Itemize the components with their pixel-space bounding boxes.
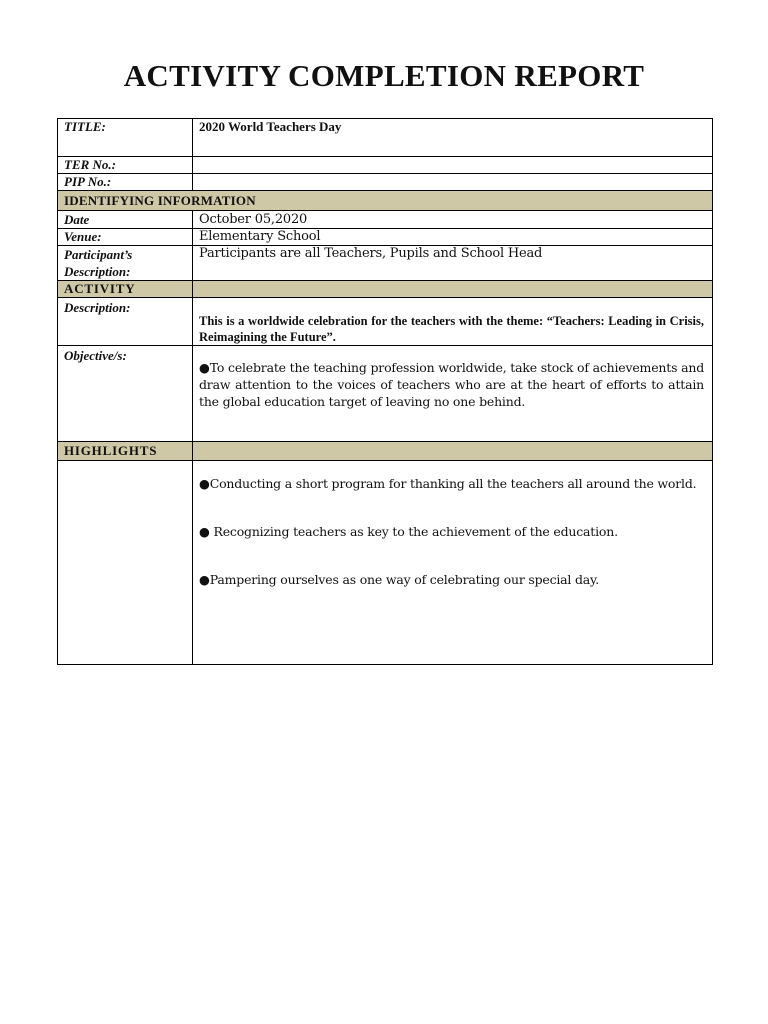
identifying-header-row (58, 191, 713, 211)
venue-value: Elementary School (193, 229, 713, 246)
identifying-header: IDENTIFYING INFORMATION (58, 191, 713, 211)
highlight-item: ●Conducting a short program for thanking all the teachers all around the world. (199, 476, 697, 491)
participants-value: Participants are all Teachers, Pupils and School Head (193, 246, 713, 281)
highlight-item: ● Recognizing teachers as key to the achievement of the education. (199, 524, 618, 539)
objective-row (58, 346, 713, 442)
participants-label-line-2: Description: (64, 264, 131, 279)
description-value: This is a worldwide celebration for the teachers with the theme: “Teachers: Leading in Crisis, Reimagining the Future”. (199, 314, 704, 344)
pip-value (193, 174, 713, 191)
ter-row (58, 157, 713, 174)
description-label: Description: (58, 298, 193, 346)
title-label: TITLE: (58, 119, 193, 157)
ter-value (193, 157, 713, 174)
highlights-row (58, 461, 713, 665)
highlights-cell (193, 461, 713, 665)
date-value: October 05,2020 (193, 211, 713, 229)
objective-value: ●To celebrate the teaching profession worldwide, take stock of achievements and draw attention to the voices of teachers who are at the heart of efforts to attain the global education target of leaving no one behind. (199, 360, 704, 409)
participants-label-line-1: Participant’s (64, 247, 133, 262)
highlight-item: ●Pampering ourselves as one way of celebrating our special day. (199, 572, 600, 587)
activity-header-blank (193, 281, 713, 298)
title-row (58, 119, 713, 157)
ter-label: TER No.: (58, 157, 193, 174)
date-label: Date (58, 211, 193, 229)
highlights-header-blank (193, 442, 713, 461)
objective-cell (193, 346, 713, 442)
pip-label: PIP No.: (58, 174, 193, 191)
report-table (57, 118, 713, 665)
highlights-left-blank (58, 461, 193, 665)
activity-header: ACTIVITY (58, 281, 193, 298)
objective-label: Objective/s: (58, 346, 193, 442)
venue-label: Venue: (58, 229, 193, 246)
participants-row (58, 246, 713, 281)
page-title: ACTIVITY COMPLETION REPORT (123, 58, 645, 93)
highlights-header-row (58, 442, 713, 461)
pip-row (58, 174, 713, 191)
description-row (58, 298, 713, 346)
activity-header-row (58, 281, 713, 298)
title-value: 2020 World Teachers Day (193, 119, 713, 157)
description-cell (193, 298, 713, 346)
highlights-header: HIGHLIGHTS (58, 442, 193, 461)
venue-row (58, 229, 713, 246)
participants-label (58, 246, 193, 281)
date-row (58, 211, 713, 229)
